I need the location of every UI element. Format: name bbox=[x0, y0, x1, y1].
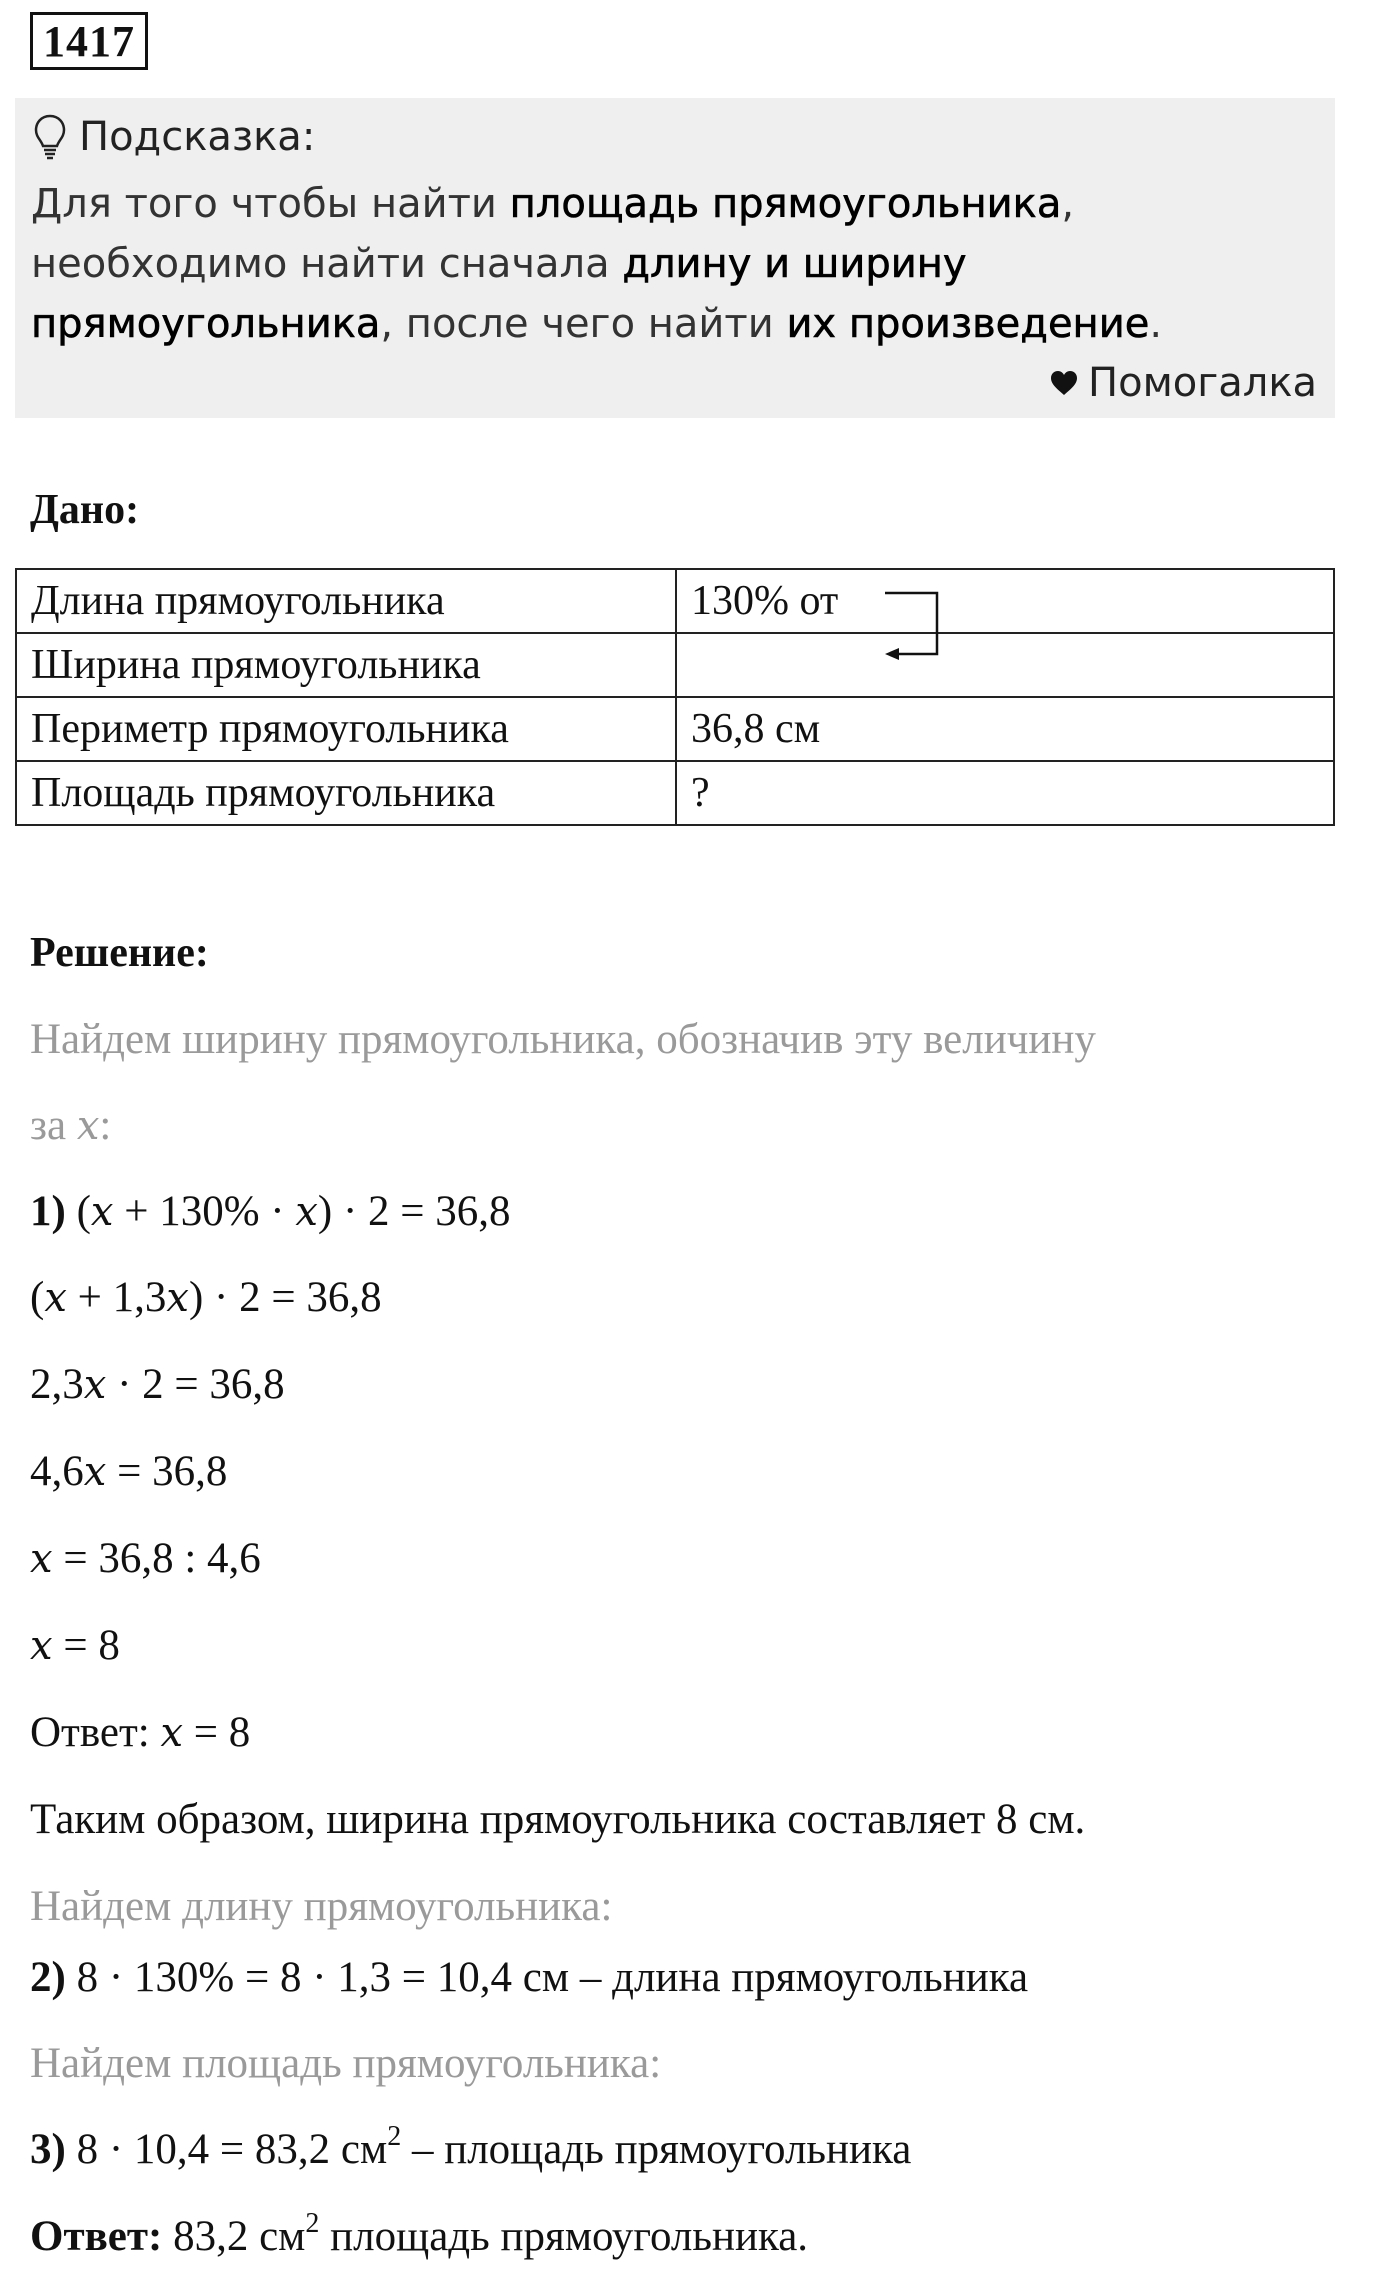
given-value: 130% от bbox=[676, 569, 1334, 633]
area-intro: Найдем площадь прямоугольника: bbox=[30, 2040, 662, 2087]
answer-x: Ответ: x = 8 bbox=[30, 1709, 251, 1756]
table-row bbox=[16, 569, 1334, 633]
equation-3: 2,3x · 2 = 36,8 bbox=[30, 1361, 285, 1408]
hint-title bbox=[33, 112, 315, 162]
hint-title-text: Подсказка: bbox=[79, 114, 316, 160]
equation-2: (x + 1,3x) · 2 = 36,8 bbox=[30, 1274, 382, 1321]
table-row bbox=[16, 633, 1334, 697]
heart-icon bbox=[1050, 356, 1078, 410]
table-row bbox=[16, 697, 1334, 761]
given-table bbox=[15, 568, 1335, 826]
given-value bbox=[676, 633, 1334, 697]
solution-title: Решение: bbox=[30, 930, 209, 976]
equation-1: 1) (x + 130% · x) · 2 = 36,8 bbox=[30, 1188, 511, 1235]
solution-intro-line1: Найдем ширину прямоугольника, обозначив эту величину bbox=[30, 1016, 1096, 1063]
table-row bbox=[16, 761, 1334, 825]
width-result: Таким образом, ширина прямоугольника составляет 8 см. bbox=[30, 1796, 1086, 1843]
hint-box bbox=[15, 98, 1335, 418]
hint-text: Для того чтобы найти площадь прямоугольника, необходимо найти сначала длину и ширину прямоугольника, после чего найти их произведение. bbox=[31, 181, 1163, 347]
given-value: 36,8 см bbox=[676, 697, 1334, 761]
given-label: Длина прямоугольника bbox=[16, 569, 676, 633]
given-label: Ширина прямоугольника bbox=[16, 633, 676, 697]
lightbulb-icon bbox=[33, 113, 67, 161]
given-title: Дано: bbox=[30, 487, 140, 533]
reference-arrow-icon bbox=[875, 588, 945, 668]
given-label: Периметр прямоугольника bbox=[16, 697, 676, 761]
length-intro: Найдем длину прямоугольника: bbox=[30, 1883, 613, 1930]
equation-4: 4,6x = 36,8 bbox=[30, 1448, 228, 1495]
step-2: 2) 8 · 130% = 8 · 1,3 = 10,4 см – длина прямоугольника bbox=[30, 1954, 1029, 2001]
brand-text: Помогалка bbox=[1088, 360, 1317, 406]
task-number: 1417 bbox=[30, 12, 148, 70]
solution-intro-line2: за x: bbox=[30, 1102, 112, 1149]
given-label: Площадь прямоугольника bbox=[16, 761, 676, 825]
given-value: ? bbox=[676, 761, 1334, 825]
step-3: 3) 8 · 10,4 = 83,2 $см^2$ – площадь прямоугольника bbox=[30, 2121, 912, 2173]
final-answer: Ответ: 83,2 $см^2$ площадь прямоугольника. bbox=[30, 2208, 809, 2260]
equation-5: x = 36,8 : 4,6 bbox=[30, 1535, 261, 1582]
brand-label[interactable] bbox=[1050, 356, 1317, 410]
equation-6: x = 8 bbox=[30, 1622, 120, 1669]
